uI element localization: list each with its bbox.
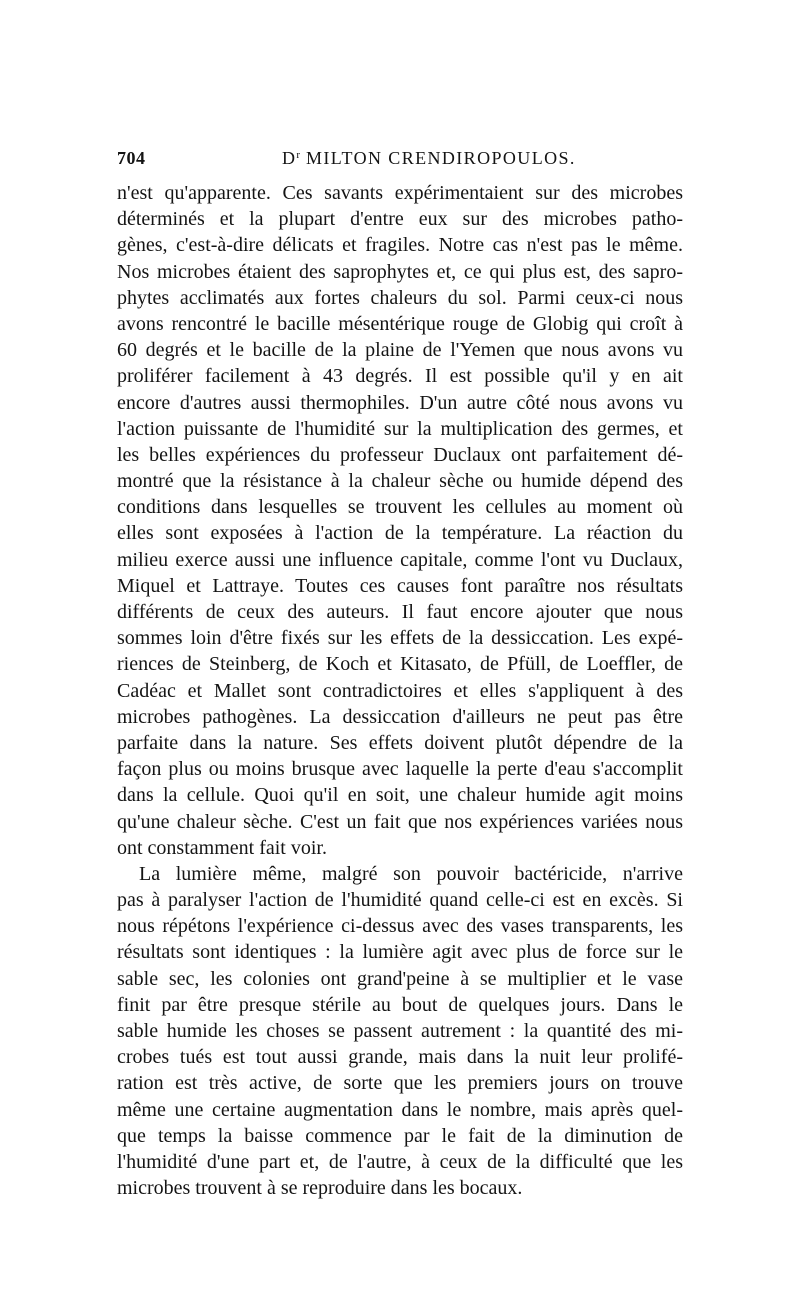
text-line: sable humide les choses se passent autrement : la quantité des mi- — [117, 1020, 683, 1042]
running-head — [117, 148, 683, 176]
text-line: différents de ceux des auteurs. Il faut encore ajouter que nous — [117, 601, 683, 623]
text-line: façon plus ou moins brusque avec laquelle la perte d'eau s'accomplit — [117, 758, 683, 781]
author-prefix: D — [282, 148, 297, 168]
text-line: sable sec, les colonies ont grand'peine à se multiplier et le vase — [117, 967, 683, 990]
text-line: ration est très active, de sorte que les premiers jours on trouve — [117, 1072, 683, 1095]
text-line: n'est qu'apparente. Ces savants expérimentaient sur des microbes — [117, 182, 683, 204]
text-line: qu'une chaleur sèche. C'est un fait que nos expériences variées nous — [117, 810, 683, 833]
text-line: gènes, c'est-à-dire délicats et fragiles. Notre cas n'est pas le même. — [117, 234, 683, 257]
text-line: crobes tués est tout aussi grande, mais dans la nuit leur prolifé- — [117, 1046, 683, 1069]
text-line: nous répétons l'expérience ci-dessus avec des vases transparents, les — [117, 915, 683, 938]
text-line: riences de Steinberg, de Koch et Kitasato, de Pfüll, de Loeffler, de — [117, 653, 683, 676]
text-line: elles sont exposées à l'action de la température. La réaction du — [117, 522, 683, 545]
text-line: l'action puissante de l'humidité sur la multiplication des germes, et — [117, 417, 683, 440]
text-line: l'humidité d'une part et, de l'autre, à ceux de la difficulté que les — [117, 1150, 683, 1173]
author-name: MILTON CRENDIROPOULOS. — [300, 148, 576, 168]
text-line: phytes acclimatés aux fortes chaleurs du sol. Parmi ceux-ci nous — [117, 286, 683, 309]
body-text — [117, 180, 683, 1201]
text-line: montré que la résistance à la chaleur sèche ou humide dépend des — [117, 470, 683, 493]
text-line: La lumière même, malgré son pouvoir bactéricide, n'arrive — [139, 862, 683, 885]
text-line: conditions dans lesquelles se trouvent les cellules au moment où — [117, 496, 683, 519]
text-line: finit par être presque stérile au bout de quelques jours. Dans le — [117, 993, 683, 1016]
text-line: parfaite dans la nature. Ses effets doivent plutôt dépendre de la — [117, 731, 683, 754]
text-line: proliférer facilement à 43 degrés. Il est possible qu'il y en ait — [117, 365, 683, 388]
text-line: Miquel et Lattraye. Toutes ces causes font paraître nos résultats — [117, 574, 683, 597]
text-line: même une certaine augmentation dans le nombre, mais après quel- — [117, 1098, 683, 1121]
text-line: avons rencontré le bacille mésentérique rouge de Globig qui croît à — [117, 312, 683, 335]
text-line: résultats sont identiques : la lumière agit avec plus de force sur le — [117, 941, 683, 964]
text-line: sommes loin d'être fixés sur les effets de la dessiccation. Les expé- — [117, 627, 683, 650]
text-line: encore d'autres aussi thermophiles. D'un autre côté nous avons vu — [117, 391, 683, 414]
text-line: dans la cellule. Quoi qu'il en soit, une chaleur humide agit moins — [117, 784, 683, 807]
text-line: pas à paralyser l'action de l'humidité quand celle-ci est en excès. Si — [117, 889, 683, 912]
text-line: ont constamment fait voir. — [117, 836, 327, 859]
text-line: les belles expériences du professeur Duclaux ont parfaitement dé- — [117, 443, 683, 466]
text-line: milieu exerce aussi une influence capitale, comme l'ont vu Duclaux, — [117, 548, 683, 571]
page-number: 704 — [117, 148, 146, 168]
text-line: déterminés et la plupart d'entre eux sur des microbes patho- — [117, 208, 683, 231]
text-line: Nos microbes étaient des saprophytes et, ce qui plus est, des sapro- — [117, 260, 683, 283]
running-head-title — [282, 148, 576, 169]
text-line: Cadéac et Mallet sont contradictoires et elles s'appliquent à des — [117, 679, 683, 702]
paragraph — [117, 861, 683, 1201]
paragraph — [117, 180, 683, 861]
text-line: microbes trouvent à se reproduire dans les bocaux. — [117, 1177, 523, 1200]
text-line: que temps la baisse commence par le fait de la diminution de — [117, 1124, 683, 1147]
text-line: microbes pathogènes. La dessiccation d'ailleurs ne peut pas être — [117, 705, 683, 728]
text-line: 60 degrés et le bacille de la plaine de l'Yemen que nous avons vu — [117, 339, 683, 362]
author-prefix-superscript: r — [296, 149, 301, 161]
